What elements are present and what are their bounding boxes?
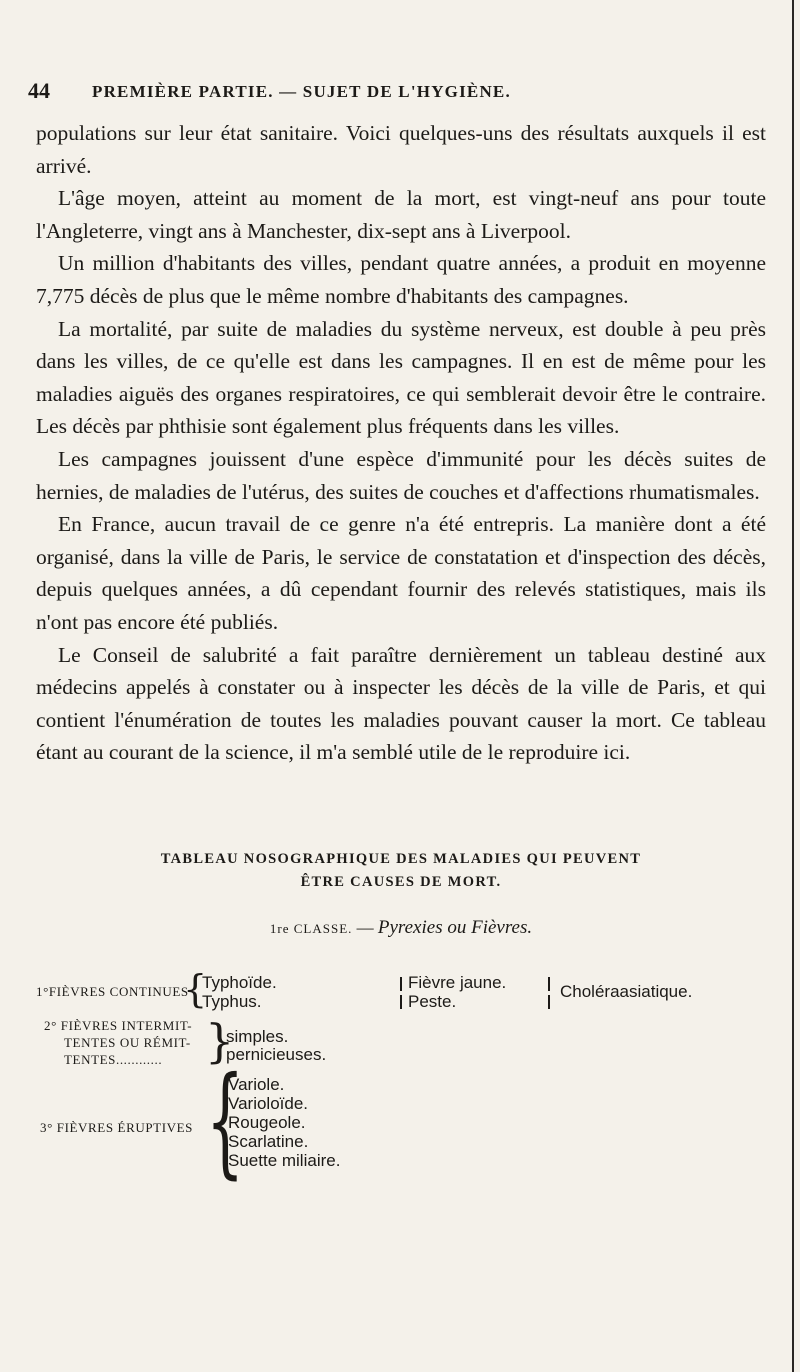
- disease-item: Scarlatine.: [228, 1132, 309, 1151]
- paragraph: Les campagnes jouissent d'une espèce d'immunité pour les décès suites de hernies, de maladies de l'utérus, des suites de couches et d'affections rhumatismales.: [36, 446, 766, 504]
- disease-item: Fièvre jaune.: [408, 973, 507, 992]
- paragraph: En France, aucun travail de ce genre n'a été entrepris. La manière dont a été organisé, dans la ville de Paris, le service de constatation et d'inspection des décès, depuis quelques années, a dû cependant fournir des relevés statistiques, mais ils n'ont pas encore été publiés.: [36, 512, 766, 634]
- class-dash: —: [352, 918, 378, 937]
- page-number: 44: [28, 78, 50, 103]
- group-label: TENTES............: [64, 1052, 163, 1067]
- disease-item: Variole.: [228, 1075, 285, 1094]
- group-label: TENTES OU RÉMIT-: [64, 1035, 191, 1050]
- disease-item: Suette miliaire.: [228, 1151, 341, 1170]
- disease-item: Typhoïde.: [202, 973, 277, 992]
- table-title-line: TABLEAU NOSOGRAPHIQUE DES MALADIES QUI PEUVENT: [160, 851, 642, 867]
- group-label: 2° FIÈVRES INTERMIT-: [44, 1018, 193, 1033]
- class-word: CLASSE.: [293, 921, 353, 936]
- class-name: Pyrexies ou Fièvres.: [377, 917, 533, 938]
- column-bar: [548, 977, 550, 991]
- class-number: 1re: [269, 921, 290, 936]
- column-bar: [548, 995, 550, 1009]
- paragraph: populations sur leur état sanitaire. Voici quelques-uns des résultats auxquels il est arrivé.: [36, 121, 766, 178]
- brace-icon: {: [183, 967, 208, 1011]
- disease-item: Rougeole.: [228, 1113, 306, 1132]
- disease-item: Varioloïde.: [228, 1094, 309, 1113]
- table-title-line: ÊTRE CAUSES DE MORT.: [300, 874, 502, 890]
- brace-icon: }: [205, 1014, 235, 1068]
- brace-icon: {: [206, 1052, 245, 1191]
- paragraph: Un million d'habitants des villes, pendant quatre années, a produit en moyenne 7,775 décès de plus que le même nombre d'habitants des campagnes.: [36, 251, 766, 308]
- disease-item: pernicieuses.: [226, 1045, 327, 1064]
- disease-item: Choléraasiatique.: [560, 982, 693, 1001]
- column-bar: [400, 995, 402, 1009]
- paragraph: Le Conseil de salubrité a fait paraître dernièrement un tableau destiné aux médecins appelés à constater ou à inspecter les décès de la ville de Paris, et qui contient l'énumération de toutes les maladies pouvant causer la mort. Ce tableau étant au courant de la science, il m'a semblé utile de le reproduire ici.: [36, 642, 766, 765]
- paragraph: L'âge moyen, atteint au moment de la mort, est vingt-neuf ans pour toute l'Angleterre, vingt ans à Manchester, dix-sept ans à Liverpool.: [36, 186, 766, 243]
- disease-item: Peste.: [408, 992, 457, 1011]
- page-edge-line: [792, 0, 794, 1372]
- running-head: PREMIÈRE PARTIE. — SUJET DE L'HYGIÈNE.: [92, 82, 511, 101]
- group-label: 1°FIÈVRES CONTINUES: [36, 984, 189, 999]
- paragraph: La mortalité, par suite de maladies du système nerveux, est double à peu près dans les villes, de ce qu'elle est dans les campagnes. Il en est de même pour les maladies aiguës des organes respiratoires, ce qui semblerait devoir être le contraire. Les décès par phthisie sont également plus fréquents dans les villes.: [36, 316, 766, 439]
- disease-item: simples.: [226, 1027, 289, 1046]
- disease-item: Typhus.: [202, 992, 262, 1011]
- column-bar: [400, 977, 402, 991]
- group-label: 3° FIÈVRES ÉRUPTIVES: [40, 1120, 193, 1135]
